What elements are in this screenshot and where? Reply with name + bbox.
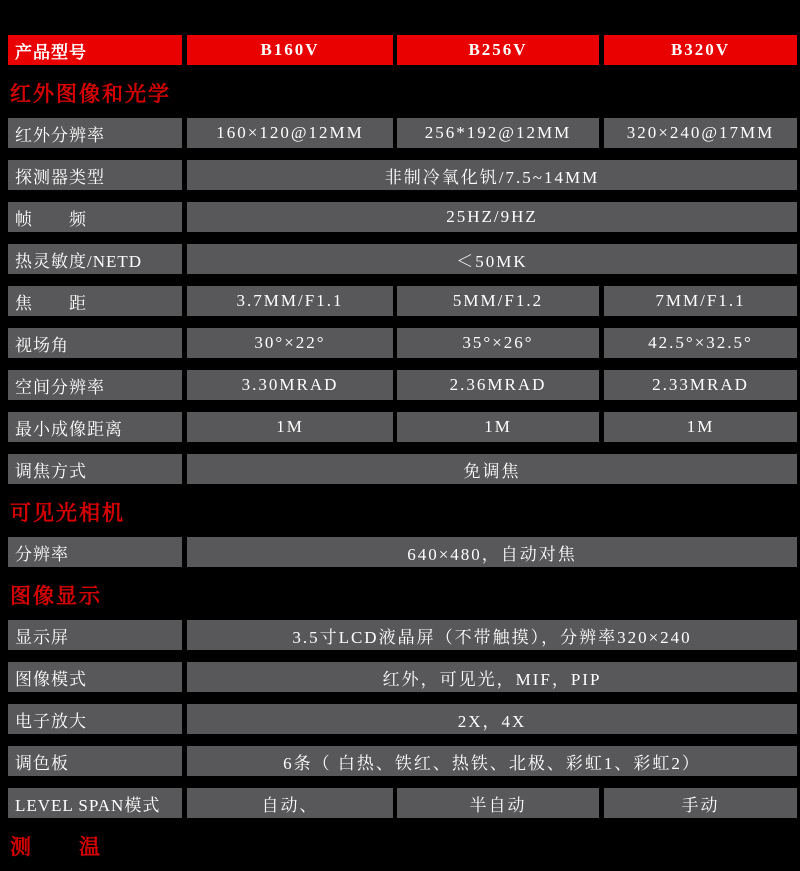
model-header-b160v: B160V (187, 35, 393, 65)
spec-value: 3.30MRAD (187, 370, 393, 400)
spec-value: 2.33MRAD (604, 370, 797, 400)
spec-value: 6条（ 白热、铁红、热铁、北极、彩虹1、彩虹2） (187, 746, 797, 776)
spec-label: 红外分辨率 (8, 118, 182, 148)
spec-value: 160×120@12MM (187, 118, 393, 148)
spec-row-focus-mode (8, 454, 797, 484)
spec-label: 帧 频 (8, 202, 182, 232)
spec-label: 视场角 (8, 328, 182, 358)
spec-label: LEVEL SPAN模式 (8, 788, 182, 818)
spec-value: ＜50MK (187, 244, 797, 274)
spec-row-display-screen (8, 620, 797, 650)
spec-row-digital-zoom (8, 704, 797, 734)
spec-value: 3.5寸LCD液晶屏（不带触摸），分辨率320×240 (187, 620, 797, 650)
spec-value: 1M (187, 412, 393, 442)
spec-value: 5MM/F1.2 (397, 286, 599, 316)
spec-row-level-span-mode (8, 788, 797, 818)
spec-label: 空间分辨率 (8, 370, 182, 400)
spec-row-fov (8, 328, 797, 358)
spec-label: 调色板 (8, 746, 182, 776)
spec-value: 手动 (604, 788, 797, 818)
spec-value: 30°×22° (187, 328, 393, 358)
spec-row-palette (8, 746, 797, 776)
spec-row-detector-type (8, 160, 797, 190)
spec-row-visible-resolution (8, 537, 797, 567)
spec-value: 25HZ/9HZ (187, 202, 797, 232)
spec-value: 3.7MM/F1.1 (187, 286, 393, 316)
spec-label: 电子放大 (8, 704, 182, 734)
spec-value: 320×240@17MM (604, 118, 797, 148)
spec-value: 2.36MRAD (397, 370, 599, 400)
spec-value: 自动、 (187, 788, 393, 818)
spec-label: 图像模式 (8, 662, 182, 692)
spec-row-spatial-resolution (8, 370, 797, 400)
spec-label: 焦 距 (8, 286, 182, 316)
spec-value: 35°×26° (397, 328, 599, 358)
spec-value: 非制冷氧化钒/7.5~14MM (187, 160, 797, 190)
spec-label: 调焦方式 (8, 454, 182, 484)
spec-value: 红外，可见光，MIF，PIP (187, 662, 797, 692)
spec-row-min-imaging-distance (8, 412, 797, 442)
spec-value: 2X，4X (187, 704, 797, 734)
section-title-ir-optics: 红外图像和光学 (10, 82, 171, 106)
spec-value: 256*192@12MM (397, 118, 599, 148)
spec-value: 640×480，自动对焦 (187, 537, 797, 567)
spec-row-focal-length (8, 286, 797, 316)
section-title-image-display: 图像显示 (10, 584, 102, 608)
spec-label: 最小成像距离 (8, 412, 182, 442)
spec-value: 7MM/F1.1 (604, 286, 797, 316)
section-title-temp-measure: 测 温 (10, 835, 102, 859)
spec-label: 分辨率 (8, 537, 182, 567)
spec-value: 半自动 (397, 788, 599, 818)
spec-label: 探测器类型 (8, 160, 182, 190)
spec-value: 免调焦 (187, 454, 797, 484)
spec-row-image-mode (8, 662, 797, 692)
spec-value: 1M (397, 412, 599, 442)
spec-row-frame-rate (8, 202, 797, 232)
spec-row-ir-resolution (8, 118, 797, 148)
spec-label: 热灵敏度/NETD (8, 244, 182, 274)
model-header-b320v: B320V (604, 35, 797, 65)
product-model-label: 产品型号 (8, 35, 182, 65)
spec-value: 1M (604, 412, 797, 442)
section-title-visible-camera: 可见光相机 (10, 501, 125, 525)
model-header-b256v: B256V (397, 35, 599, 65)
spec-label: 显示屏 (8, 620, 182, 650)
product-model-row (8, 35, 797, 65)
spec-value: 42.5°×32.5° (604, 328, 797, 358)
spec-row-netd (8, 244, 797, 274)
